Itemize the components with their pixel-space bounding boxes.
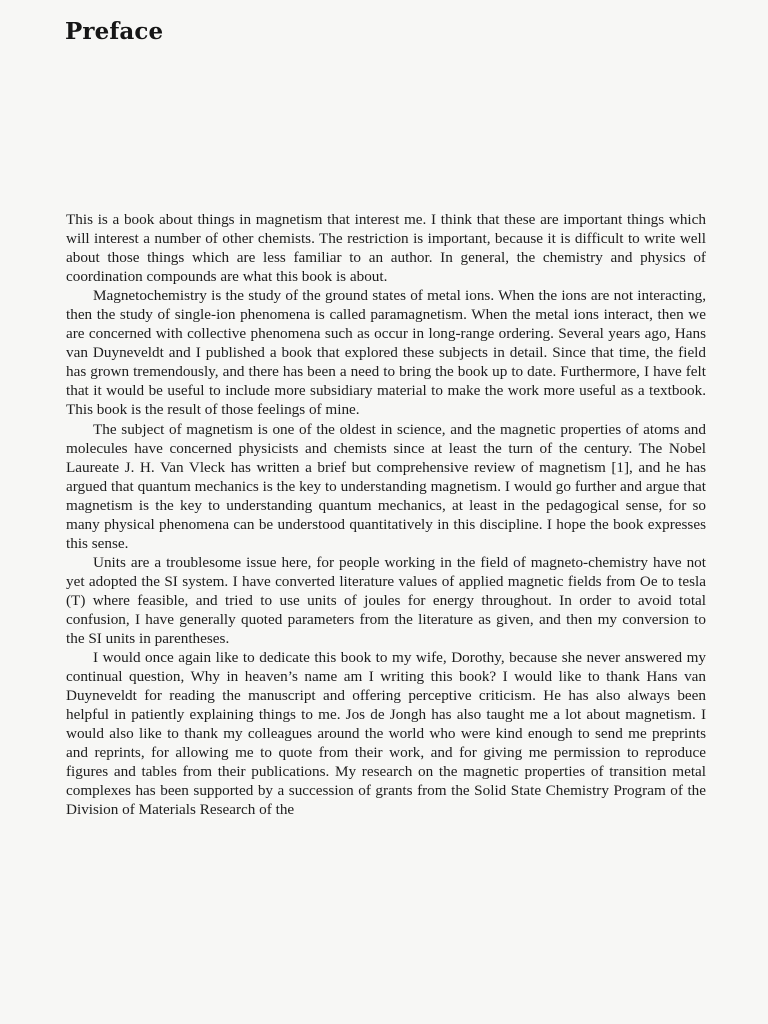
paragraph-acknowledgements: I would once again like to dedicate this book to my wife, Dorothy, because she never answered my continual question, Why in heaven’s name am I writing this book? I would like to thank Hans van Duyneveldt for reading the manuscript and offering perceptive criticism. He has also always been helpful in patiently explaining things to me. Jos de Jongh has also taught me a lot about magnetism. I would also like to thank my colleagues around the world who were kind enough to send me preprints and reprints, for allowing me to quote from their work, and for giving me permission to reproduce figures and tables from their publications. My research on the magnetic properties of transition metal complexes has been supported by a succession of grants from the Solid State Chemistry Program of the Division of Materials Research of the <box>66 649 706 819</box>
paragraph-units: Units are a troublesome issue here, for people working in the field of magneto-chemistry have not yet adopted the SI system. I have converted literature values of applied magnetic fields from Oe to tesla (T) where feasible, and tried to use units of joules for energy throughout. In order to avoid total confusion, I have generally quoted parameters from the literature as given, and then my conversion to the SI units in parentheses. <box>66 553 706 648</box>
paragraph-magnetochemistry: Magnetochemistry is the study of the ground states of metal ions. When the ions are not interacting, then the study of single-ion phenomena is called paramagnetism. When the metal ions interact, then we are concerned with collective phenomena such as occur in long-range ordering. Several years ago, Hans van Duyneveldt and I published a book that explored these subjects in detail. Since that time, the field has grown tremendously, and there has been a need to bring the book up to date. Furthermore, I have felt that it would be useful to include more subsidiary material to make the work more useful as a textbook. This book is the result of those feelings of mine. <box>66 287 706 419</box>
paragraph-history: The subject of magnetism is one of the oldest in science, and the magnetic properties of atoms and molecules have concerned physicists and chemists since at least the turn of the century. The Nobel Laureate J. H. Van Vleck has written a brief but comprehensive review of magnetism [1], and he has argued that quantum mechanics is the key to understanding magnetism. I would go further and argue that magnetism is the key to understanding quantum mechanics, at least in the pedagogical sense, for so many physical phenomena can be understood quantitatively in this discipline. I hope the book expresses this sense. <box>66 420 706 552</box>
page-title: Preface <box>65 18 164 45</box>
paragraph-intro: This is a book about things in magnetism that interest me. I think that these are important things which will interest a number of other chemists. The restriction is important, because it is difficult to write well about those things which are less familiar to an author. In general, the chemistry and physics of coordination compounds are what this book is about. <box>66 211 706 286</box>
body-text <box>66 210 706 820</box>
